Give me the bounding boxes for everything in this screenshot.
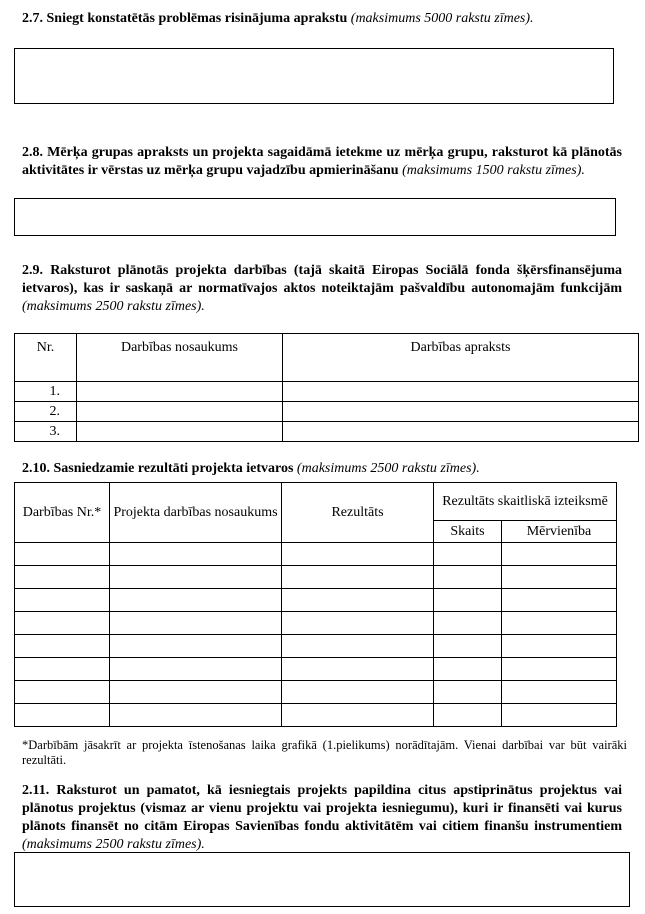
section-number: 2.9.: [22, 263, 43, 278]
section-number: 2.8.: [22, 145, 43, 160]
section-2-9-title: [22, 262, 622, 316]
section-number: 2.10.: [22, 461, 50, 476]
result-cell[interactable]: [282, 704, 434, 727]
activity-nr-cell[interactable]: [15, 566, 110, 589]
answer-box-2-7[interactable]: [14, 48, 614, 104]
count-cell[interactable]: [434, 658, 502, 681]
col-header-numeric-result: Rezultāts skaitliskā izteiksmē: [434, 483, 617, 521]
row-number: 3.: [15, 422, 77, 442]
unit-cell[interactable]: [502, 566, 617, 589]
section-limit-note: (maksimums 5000 rakstu zīmes).: [350, 11, 534, 26]
result-cell[interactable]: [282, 635, 434, 658]
answer-box-2-11[interactable]: [14, 852, 630, 907]
unit-cell[interactable]: [502, 589, 617, 612]
section-heading: Sniegt konstatētās problēmas risinājuma aprakstu: [46, 11, 348, 26]
result-cell[interactable]: [282, 589, 434, 612]
unit-cell[interactable]: [502, 543, 617, 566]
activity-name-cell[interactable]: [110, 589, 282, 612]
activity-name-cell[interactable]: [77, 402, 283, 422]
table-row: [15, 543, 617, 566]
results-table: [14, 482, 617, 727]
table-row: [15, 589, 617, 612]
table-row: [15, 382, 639, 402]
unit-cell[interactable]: [502, 635, 617, 658]
section-2-10-title: [22, 460, 622, 478]
activity-nr-cell[interactable]: [15, 658, 110, 681]
activity-name-cell[interactable]: [110, 681, 282, 704]
section-limit-note: (maksimums 2500 rakstu zīmes).: [296, 461, 480, 476]
count-cell[interactable]: [434, 635, 502, 658]
col-header-nr: Nr.: [15, 334, 77, 382]
section-number: 2.11.: [22, 783, 50, 798]
row-number: 2.: [15, 402, 77, 422]
table-header-row: [15, 334, 639, 382]
activities-table: [14, 333, 639, 442]
col-header-count: Skaits: [434, 521, 502, 543]
unit-cell[interactable]: [502, 704, 617, 727]
col-header-project-activity-name: Projekta darbības nosaukums: [110, 483, 282, 543]
table-row: [15, 658, 617, 681]
activity-name-cell[interactable]: [110, 612, 282, 635]
section-limit-note: (maksimums 2500 rakstu zīmes).: [22, 837, 205, 852]
activity-nr-cell[interactable]: [15, 589, 110, 612]
count-cell[interactable]: [434, 704, 502, 727]
activity-name-cell[interactable]: [77, 422, 283, 442]
section-heading: Sasniedzamie rezultāti projekta ietvaros: [53, 461, 294, 476]
section-limit-note: (maksimums 1500 rakstu zīmes).: [402, 163, 585, 178]
activity-nr-cell[interactable]: [15, 635, 110, 658]
count-cell[interactable]: [434, 566, 502, 589]
count-cell[interactable]: [434, 589, 502, 612]
activity-nr-cell[interactable]: [15, 543, 110, 566]
activity-name-cell[interactable]: [110, 635, 282, 658]
section-number: 2.7.: [22, 11, 43, 26]
col-header-unit: Mērvienība: [502, 521, 617, 543]
unit-cell[interactable]: [502, 612, 617, 635]
activity-name-cell[interactable]: [77, 382, 283, 402]
table-row: [15, 566, 617, 589]
table-header-row: [15, 483, 617, 521]
answer-box-2-8[interactable]: [14, 198, 616, 236]
result-cell[interactable]: [282, 612, 434, 635]
count-cell[interactable]: [434, 612, 502, 635]
result-cell[interactable]: [282, 543, 434, 566]
result-cell[interactable]: [282, 566, 434, 589]
section-limit-note: (maksimums 2500 rakstu zīmes).: [22, 299, 205, 314]
count-cell[interactable]: [434, 543, 502, 566]
activity-name-cell[interactable]: [110, 658, 282, 681]
count-cell[interactable]: [434, 681, 502, 704]
unit-cell[interactable]: [502, 658, 617, 681]
table-row: [15, 635, 617, 658]
activity-nr-cell[interactable]: [15, 704, 110, 727]
col-header-activity-description: Darbības apraksts: [283, 334, 639, 382]
section-2-11-title: [22, 782, 622, 854]
activity-name-cell[interactable]: [110, 566, 282, 589]
result-cell[interactable]: [282, 681, 434, 704]
results-footnote: *Darbībām jāsakrīt ar projekta īstenošanas laika grafikā (1.pielikums) norādītajām. Vienai darbībai var būt vairāki rezultāti.: [22, 738, 627, 767]
row-number: 1.: [15, 382, 77, 402]
section-2-7-title: [22, 10, 622, 28]
table-row: [15, 704, 617, 727]
col-header-activity-nr: Darbības Nr.*: [15, 483, 110, 543]
table-row: [15, 402, 639, 422]
activity-name-cell[interactable]: [110, 543, 282, 566]
section-heading: Raksturot plānotās projekta darbības (tajā skaitā Eiropas Sociālā fonda šķērsfinansējuma ietvaros), kas ir saskaņā ar normatīvajos aktos noteiktajām pašvaldību autonomajām funkcijām: [22, 263, 623, 296]
activity-nr-cell[interactable]: [15, 612, 110, 635]
activity-nr-cell[interactable]: [15, 681, 110, 704]
activity-description-cell[interactable]: [283, 382, 639, 402]
col-header-activity-name: Darbības nosaukums: [77, 334, 283, 382]
result-cell[interactable]: [282, 658, 434, 681]
activity-description-cell[interactable]: [283, 422, 639, 442]
table-row: [15, 422, 639, 442]
activity-description-cell[interactable]: [283, 402, 639, 422]
activity-name-cell[interactable]: [110, 704, 282, 727]
unit-cell[interactable]: [502, 681, 617, 704]
section-heading: Raksturot un pamatot, kā iesniegtais projekts papildina citus apstiprinātus projektus vai plānotus projektus (vismaz ar vienu projektu vai projekta iesniegumu), kuri ir finansēti vai kurus plānots finansēt no citām Eiropas Savienības fondu aktivitātēm vai citiem finanšu instrumentiem: [22, 783, 623, 834]
section-heading: Mērķa grupas apraksts un projekta sagaidāmā ietekme uz mērķa grupu, raksturot kā plānotās aktivitātes ir vērstas uz mērķa grupu vajadzību apmierināšanu: [22, 145, 623, 178]
table-row: [15, 681, 617, 704]
section-2-8-title: [22, 144, 622, 180]
table-row: [15, 612, 617, 635]
col-header-result: Rezultāts: [282, 483, 434, 543]
